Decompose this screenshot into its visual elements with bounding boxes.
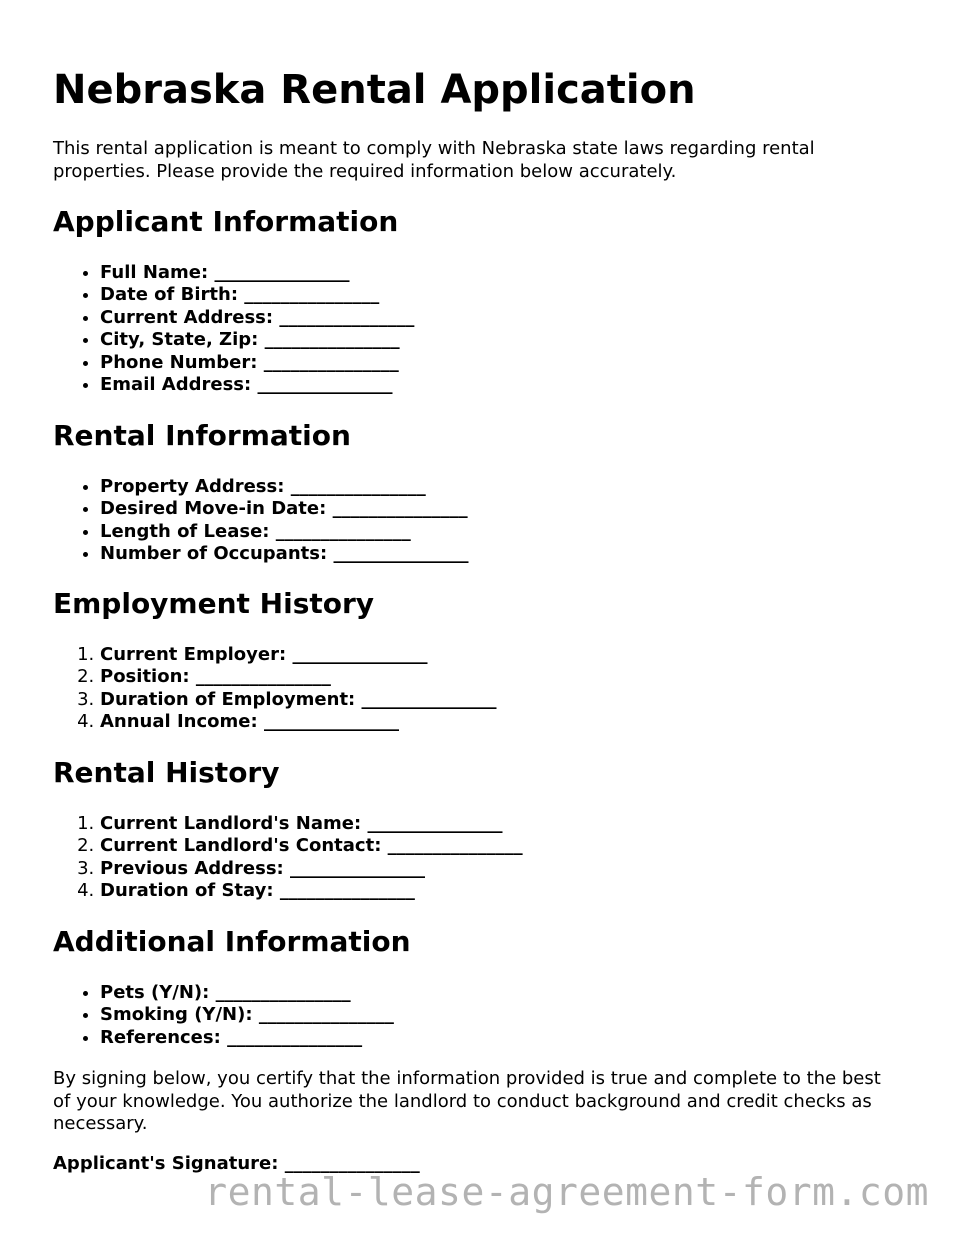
list-item [100,880,523,902]
list-item [100,644,497,666]
list-item [100,476,468,498]
field-label: Phone Number: [100,351,258,373]
field-label: Previous Address: [100,857,284,879]
section-heading-employment: Employment History [53,587,375,620]
signature-blank[interactable]: _______________ [284,1153,420,1174]
list-item [100,858,523,880]
field-blank[interactable]: _______________ [367,813,503,834]
field-label: Full Name: [100,262,209,283]
list-item [100,982,394,1004]
list-item [100,1027,394,1049]
rental-fields-list [53,476,468,566]
list-item [100,329,414,351]
field-blank[interactable]: _______________ [387,835,523,857]
field-label: Length of Lease: [100,520,270,542]
field-label: Smoking (Y/N): [100,1004,253,1026]
page-title: Nebraska Rental Application [53,67,696,113]
list-item [100,666,497,688]
list-item [100,352,414,374]
field-blank[interactable]: _______________ [292,644,428,665]
list-item [100,521,468,543]
field-blank[interactable]: _______________ [195,666,331,688]
field-blank[interactable]: _______________ [332,498,468,520]
list-item [100,498,468,520]
field-label: Email Address: [100,374,252,396]
field-label: Date of Birth: [100,284,239,306]
list-item [100,284,414,306]
field-blank[interactable]: _______________ [263,351,399,373]
field-label: Property Address: [100,476,285,497]
field-blank[interactable]: _______________ [263,711,399,733]
field-label: Number of Occupants: [100,543,328,565]
field-label: Duration of Stay: [100,880,274,902]
field-blank[interactable]: _______________ [290,857,426,879]
list-item [100,689,497,711]
field-label: Current Address: [100,306,274,328]
field-blank[interactable]: _______________ [264,329,400,351]
field-blank[interactable]: _______________ [333,543,469,565]
field-label: Current Landlord's Name: [100,813,362,834]
section-heading-rental: Rental Information [53,419,351,452]
section-heading-applicant: Applicant Information [53,205,399,238]
field-blank[interactable]: _______________ [227,1026,363,1048]
list-item [100,835,523,857]
field-label: Desired Move-in Date: [100,498,327,520]
field-blank[interactable]: _______________ [258,1004,394,1026]
field-label: Current Employer: [100,644,287,665]
field-blank[interactable]: _______________ [275,520,411,542]
list-item [100,1004,394,1026]
field-blank[interactable]: _______________ [279,306,415,328]
field-label: Pets (Y/N): [100,982,210,1003]
employment-fields-list [53,644,497,734]
list-item [100,813,523,835]
field-label: Position: [100,666,190,688]
section-heading-rental-history: Rental History [53,756,280,789]
applicant-fields-list [53,262,414,396]
additional-fields-list [53,982,394,1049]
section-heading-additional: Additional Information [53,925,411,958]
field-blank[interactable]: _______________ [279,880,415,902]
list-item [100,307,414,329]
field-blank[interactable]: _______________ [361,688,497,710]
rental-history-fields-list [53,813,523,903]
field-label: References: [100,1026,221,1048]
watermark: rental-lease-agreement-form.com [204,1170,929,1214]
intro-paragraph: This rental application is meant to comply with Nebraska state laws regarding rental properties. Please provide the required information below accurately. [53,138,815,182]
field-label: Current Landlord's Contact: [100,835,382,857]
field-label: City, State, Zip: [100,329,259,351]
field-label: Duration of Employment: [100,688,356,710]
list-item [100,262,414,284]
field-label: Annual Income: [100,711,258,733]
list-item [100,543,468,565]
field-blank[interactable]: _______________ [244,284,380,306]
field-blank[interactable]: _______________ [215,982,351,1003]
signature-label: Applicant's Signature: [53,1153,279,1174]
certification-paragraph: By signing below, you certify that the information provided is true and complete to the best of your knowledge. You authorize the landlord to conduct background and credit checks as necessary. [53,1068,881,1134]
list-item [100,711,497,733]
field-blank[interactable]: _______________ [257,374,393,396]
field-blank[interactable]: _______________ [290,476,426,497]
list-item [100,374,414,396]
field-blank[interactable]: _______________ [214,262,350,283]
